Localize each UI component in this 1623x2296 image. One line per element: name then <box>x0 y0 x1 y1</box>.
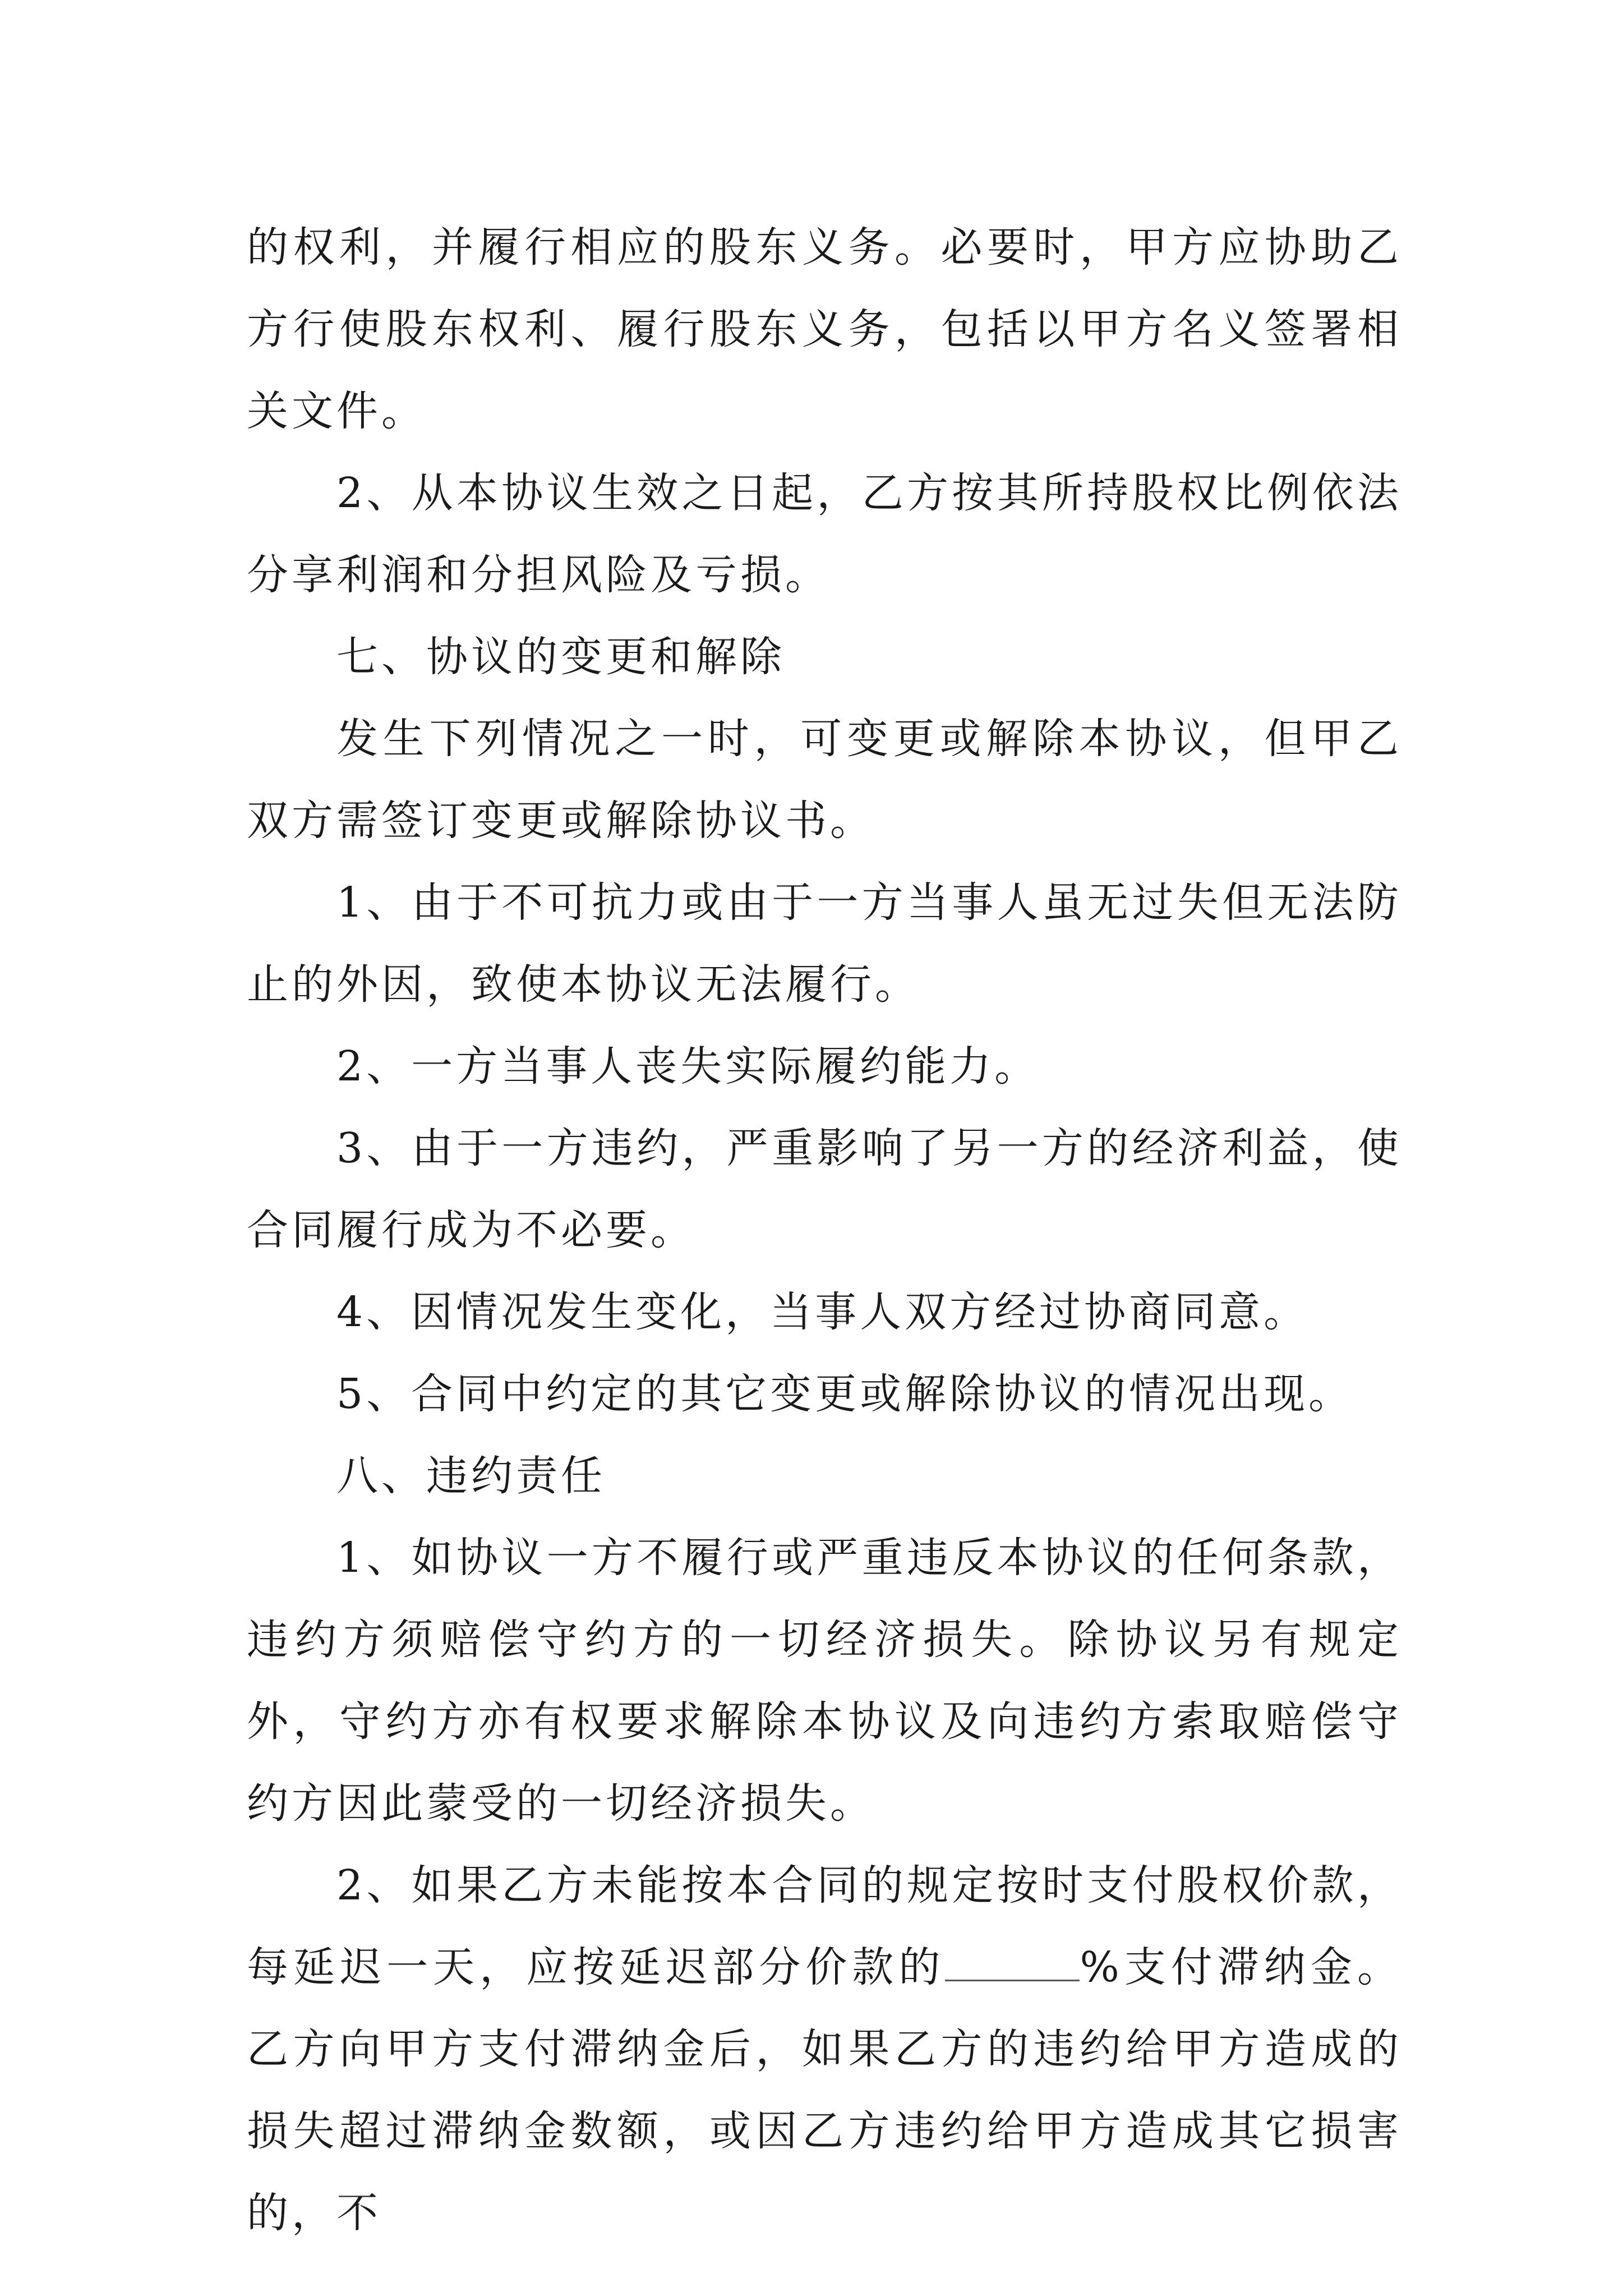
paragraph-late-payment <box>247 1844 1402 2254</box>
document-body <box>247 206 1402 2254</box>
paragraph-mutual-agreement: 4、因情况发生变化，当事人双方经过协商同意。 <box>336 1288 1309 1336</box>
paragraph-other-conditions: 5、合同中约定的其它变更或解除协议的情况出现。 <box>336 1370 1354 1418</box>
paragraph-compensation: 1、如协议一方不履行或严重违反本协议的任何条款，违约方须赔偿守约方的一切经济损失。除协议另有规定外，守约方亦有权要求解除本协议及向违约方索取赔偿守约方因此蒙受的一切经济损失。 <box>247 1534 1402 1828</box>
percentage-blank <box>945 1945 1080 1981</box>
section-heading-liability: 八、违约责任 <box>336 1452 606 1500</box>
paragraph-profit-sharing: 2、从本协议生效之日起，乙方按其所持股权比例依法分享利润和分担风险及亏损。 <box>247 469 1402 599</box>
paragraph-shareholder-rights: 的权利，并履行相应的股东义务。必要时，甲方应协助乙方行使股东权利、履行股东义务，包括以甲方名义签署相关文件。 <box>247 223 1402 435</box>
paragraph-loss-of-capacity: 2、一方当事人丧失实际履约能力。 <box>336 1042 1040 1091</box>
paragraph-amendment-conditions: 发生下列情况之一时，可变更或解除本协议，但甲乙双方需签订变更或解除协议书。 <box>247 715 1402 845</box>
late-payment-text-before: 2、如果乙方未能按本合同的规定按时支付股权价款，每延迟一天，应按延迟部分价款的 <box>247 1861 1402 1991</box>
paragraph-breach-impact: 3、由于一方违约，严重影响了另一方的经济利益，使合同履行成为不必要。 <box>247 1124 1402 1254</box>
late-payment-text-after: %支付滞纳金。乙方向甲方支付滞纳金后，如果乙方的违约给甲方造成的损失超过滞纳金数额，或因乙方违约给甲方造成其它损害的，不 <box>247 1943 1402 2237</box>
section-heading-amendment: 七、协议的变更和解除 <box>336 633 785 681</box>
paragraph-force-majeure: 1、由于不可抗力或由于一方当事人虽无过失但无法防止的外因，致使本协议无法履行。 <box>247 878 1402 1009</box>
